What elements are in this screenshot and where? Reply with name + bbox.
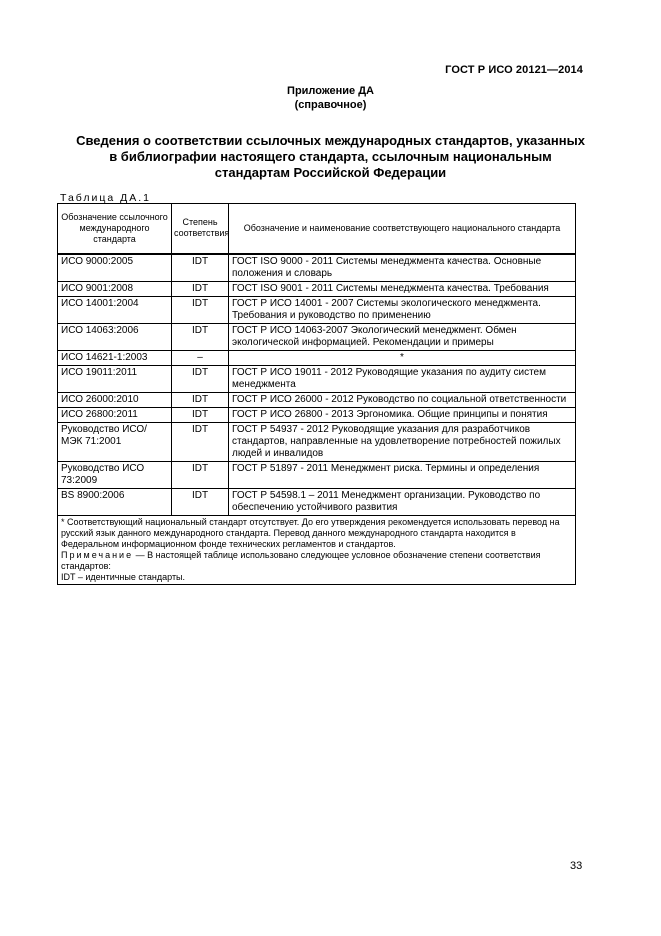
page-number: 33 — [570, 860, 583, 872]
cell-national: ГОСТ Р ИСО 26000 - 2012 Руководство по социальной ответственности — [229, 392, 576, 407]
table-row — [58, 392, 576, 407]
cell-intl: ИСО 9000:2005 — [58, 254, 172, 282]
cell-intl: Руководство ИСО 73:2009 — [58, 461, 172, 488]
cell-intl: ИСО 19011:2011 — [58, 365, 172, 392]
cell-national: ГОСТ ISO 9000 - 2011 Системы менеджмента качества. Основные положения и словарь — [229, 254, 576, 282]
cell-degree: IDT — [172, 422, 229, 461]
table-row — [58, 461, 576, 488]
table-footnote-row — [58, 515, 576, 584]
cell-intl: ИСО 14001:2004 — [58, 296, 172, 323]
appendix-title: Приложение ДА — [287, 85, 374, 97]
cell-degree: IDT — [172, 323, 229, 350]
cell-degree: IDT — [172, 407, 229, 422]
cell-intl: ИСО 26000:2010 — [58, 392, 172, 407]
table-row — [58, 488, 576, 515]
appendix-subtitle: (справочное) — [294, 99, 367, 111]
table-footnote — [58, 515, 576, 584]
section-title — [60, 133, 601, 181]
header-degree: Степень соответствия — [172, 204, 229, 254]
cell-national: ГОСТ Р 54937 - 2012 Руководящие указания для разработчиков стандартов, направленные на удовлетворение потребностей пожилых людей и инвалидов — [229, 422, 576, 461]
section-title-line-2: в библиографии настоящего стандарта, ссылочным национальным — [109, 149, 552, 164]
note-label: Примечание — [61, 549, 134, 560]
cell-national: ГОСТ Р ИСО 19011 - 2012 Руководящие указания по аудиту систем менеджмента — [229, 365, 576, 392]
table-row — [58, 323, 576, 350]
cell-national: ГОСТ Р ИСО 14001 - 2007 Системы экологического менеджмента. Требования и руководство по применению — [229, 296, 576, 323]
table-row — [58, 407, 576, 422]
footnote-text: * Соответствующий национальный стандарт отсутствует. До его утверждения рекомендуется использовать перевод на русский язык данного международного стандарта. Перевод данного международного стандарта находится в Федеральном информационном фонде технических регламентов и стандартов. — [61, 516, 560, 549]
cell-degree: IDT — [172, 365, 229, 392]
table-header-row — [58, 204, 576, 254]
header-national-standard: Обозначение и наименование соответствующего национального стандарта — [229, 204, 576, 254]
standards-table — [57, 203, 576, 585]
note-text: — В настоящей таблице использовано следующее условное обозначение степени соответствия стандартов: — [61, 549, 541, 571]
table-row — [58, 422, 576, 461]
section-title-line-3: стандартам Российской Федерации — [214, 165, 447, 180]
cell-national: ГОСТ Р ИСО 26800 - 2013 Эргономика. Общие принципы и понятия — [229, 407, 576, 422]
cell-national: ГОСТ Р 54598.1 – 2011 Менеджмент организации. Руководство по обеспечению устойчивого развития — [229, 488, 576, 515]
cell-intl: BS 8900:2006 — [58, 488, 172, 515]
cell-intl: ИСО 14621-1:2003 — [58, 350, 172, 365]
cell-degree: – — [172, 350, 229, 365]
appendix-heading — [0, 84, 661, 112]
cell-intl: ИСО 9001:2008 — [58, 281, 172, 296]
section-title-line-1: Сведения о соответствии ссылочных международных стандартов, указанных — [76, 133, 585, 148]
header-intl-standard: Обозначение ссылочного международного стандарта — [58, 204, 172, 254]
cell-degree: IDT — [172, 254, 229, 282]
cell-degree: IDT — [172, 296, 229, 323]
cell-degree: IDT — [172, 392, 229, 407]
cell-intl: ИСО 14063:2006 — [58, 323, 172, 350]
cell-intl: ИСО 26800:2011 — [58, 407, 172, 422]
cell-degree: IDT — [172, 281, 229, 296]
table-row — [58, 296, 576, 323]
table-row — [58, 350, 576, 365]
cell-degree: IDT — [172, 461, 229, 488]
note-paragraph — [61, 550, 572, 572]
cell-national: * — [229, 350, 576, 365]
table-caption: Таблица ДА.1 — [60, 192, 151, 204]
table-row — [58, 254, 576, 282]
cell-degree: IDT — [172, 488, 229, 515]
table-row — [58, 365, 576, 392]
document-code: ГОСТ Р ИСО 20121—2014 — [445, 64, 583, 76]
cell-national: ГОСТ Р 51897 - 2011 Менеджмент риска. Термины и определения — [229, 461, 576, 488]
cell-national: ГОСТ Р ИСО 14063-2007 Экологический менеджмент. Обмен экологической информацией. Рекомендации и примеры — [229, 323, 576, 350]
idt-definition: IDT – идентичные стандарты. — [61, 571, 186, 582]
cell-intl: Руководство ИСО/МЭК 71:2001 — [58, 422, 172, 461]
table-row — [58, 281, 576, 296]
cell-national: ГОСТ ISO 9001 - 2011 Системы менеджмента качества. Требования — [229, 281, 576, 296]
